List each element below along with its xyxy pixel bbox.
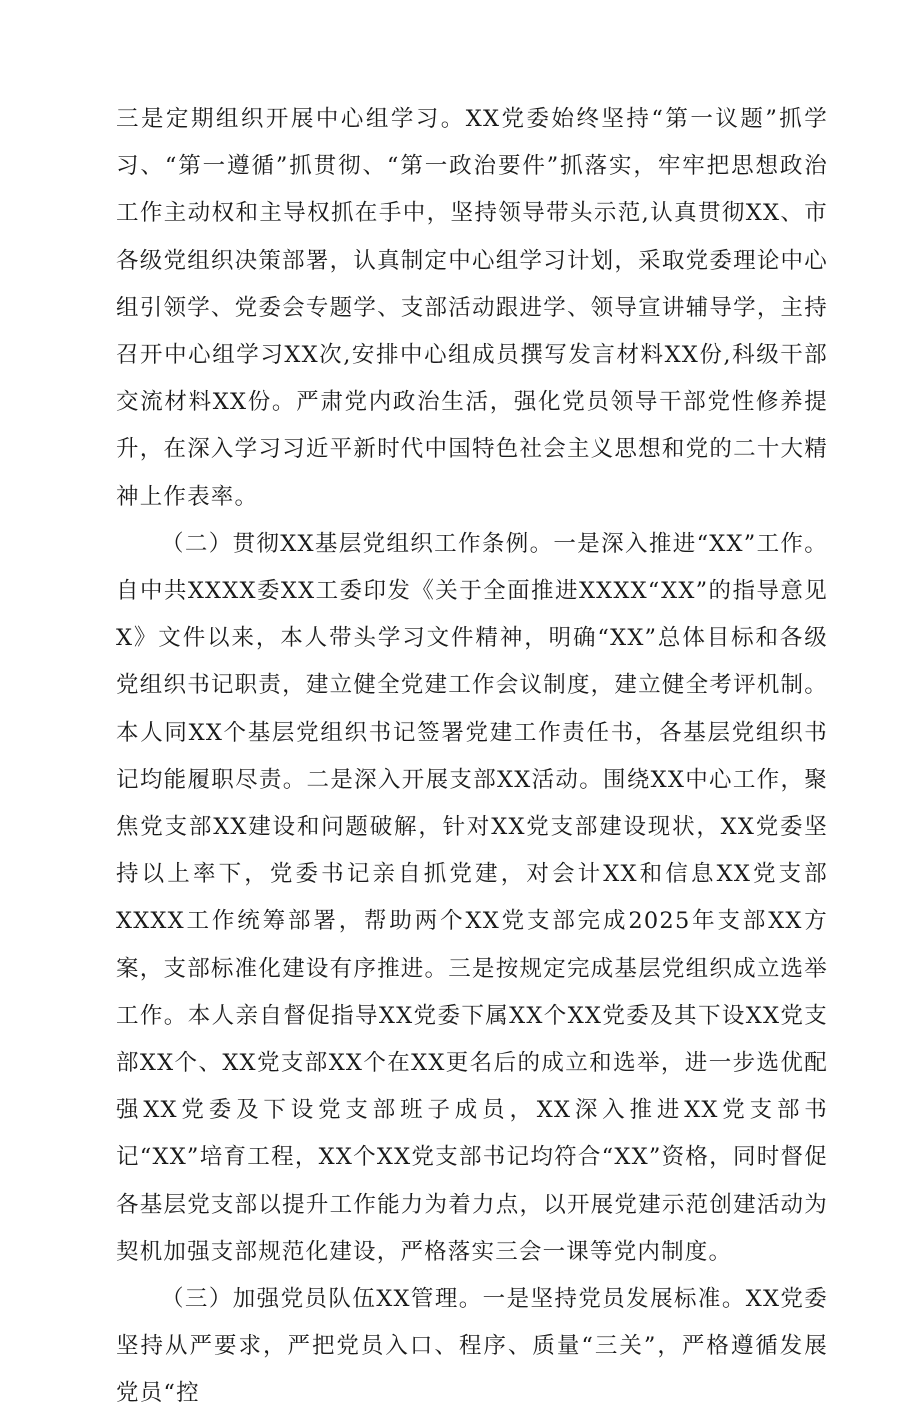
paragraph-study-groups: 三是定期组织开展中心组学习。XX党委始终坚持“第一议题”抓学习、“第一遵循”抓贯彻、“第一政治要件”抓落实，牢牢把思想政治工作主动权和主导权抓在手中，坚持领导带头示范,认真贯彻XX、市各级党组织决策部署，认真制定中心组学习计划，采取党委理论中心组引领学、党委会专题学、支部活动跟进学、领导宣讲辅导学，主持召开中心组学习XX次,安排中心组成员撰写发言材料XX份,科级干部交流材料XX份。严肃党内政治生活，强化党员领导干部党性修养提升，在深入学习习近平新时代中国特色社会主义思想和党的二十大精神上作表率。 [116, 106, 828, 510]
document-body [116, 96, 828, 1418]
paragraph-party-organization-regulations: （二）贯彻XX基层党组织工作条例。一是深入推进“XX”工作。自中共XXXX委XX工委印发《关于全面推进XXXX“XX”的指导意见X》文件以来，本人带头学习文件精神，明确“XX”总体目标和各级党组织书记职责，建立健全党建工作会议制度，建立健全考评机制。本人同XX个基层党组织书记签署党建工作责任书，各基层党组织书记均能履职尽责。二是深入开展支部XX活动。围绕XX中心工作，聚焦党支部XX建设和问题破解，针对XX党支部建设现状，XX党委坚持以上率下，党委书记亲自抓党建，对会计XX和信息XX党支部XXXX工作统筹部署，帮助两个XX党支部完成2025年支部XX方案，支部标准化建设有序推进。三是按规定完成基层党组织成立选举工作。本人亲自督促指导XX党委下属XX个XX党委及其下设XX党支部XX个、XX党支部XX个在XX更名后的成立和选举，进一步选优配强XX党委及下设党支部班子成员，XX深入推进XX党支部书记“XX”培育工程，XX个XX党支部书记均符合“XX”资格，同时督促各基层党支部以提升工作能力为着力点，以开展党建示范创建活动为契机加强支部规范化建设，严格落实三会一课等党内制度。 [116, 530, 828, 1265]
paragraph-party-member-management: （三）加强党员队伍XX管理。一是坚持党员发展标准。XX党委坚持从严要求，严把党员入口、程序、质量“三关”，严格遵循发展党员“控 [116, 1286, 828, 1407]
